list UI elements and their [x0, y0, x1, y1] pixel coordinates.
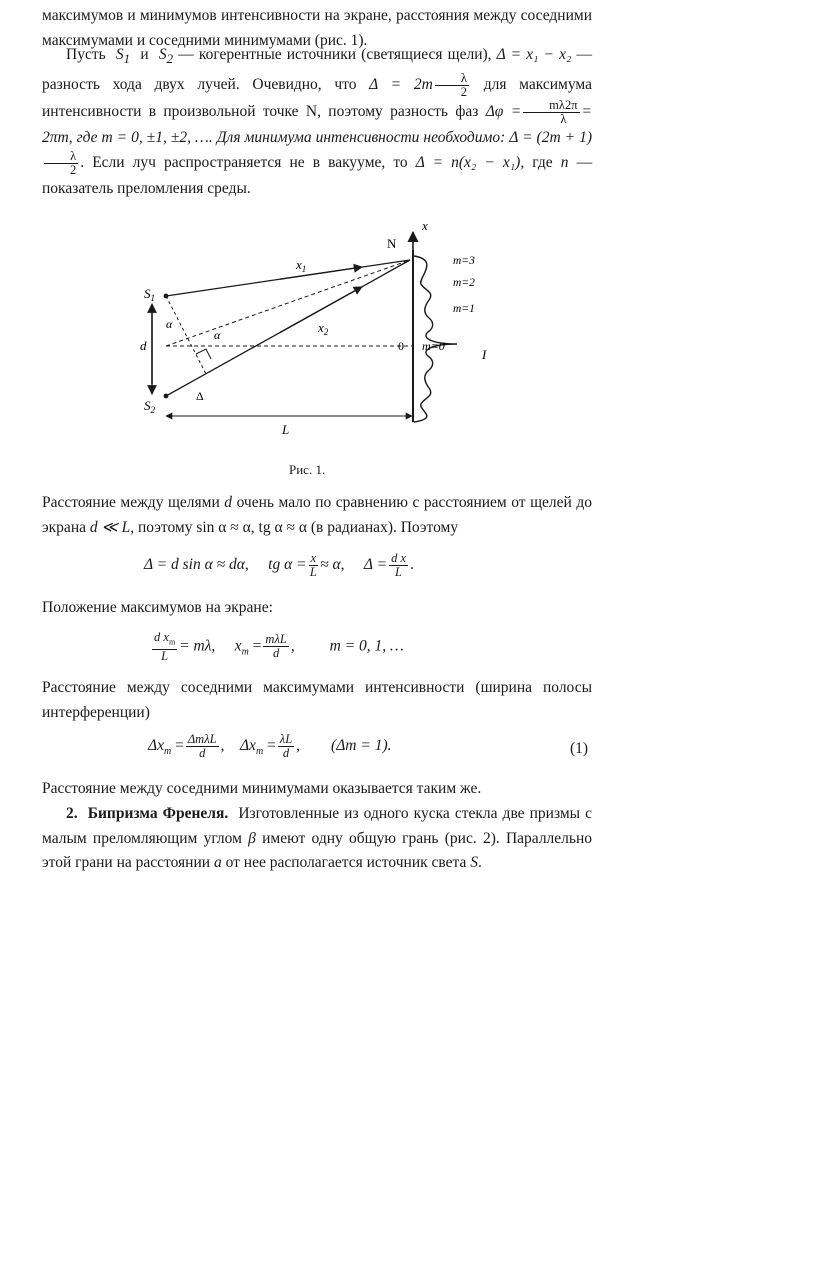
paragraph-fresnel-biprism: 2. Бипризма Френеля. Изготовленные из одного куска стекла две призмы с малым преломляющим углом β имеют одну общую грань (рис. 2). Параллельно этой грани на расстоянии a от нее располагается источник света S.	[42, 805, 593, 871]
equation-maxima: $\frac{d x_m}{L} = m\lambda$, $x_m$ = $\frac{\text{mλL}}{d}$ , m = 0, 1, …	[154, 630, 404, 663]
equation-fringe-spacing: $\Delta x_m$ = $\frac{\text{ΔmλL}}{d}$ , $\Delta x_m$ = $\frac{\lambda L}{d}$ , (Δm = 1).	[148, 732, 392, 760]
label-alpha-1: α	[166, 317, 173, 331]
x-axis-label: x	[422, 218, 428, 233]
label-x2: $x_2$	[318, 320, 329, 337]
label-L: L	[282, 422, 290, 437]
label-zero: 0	[398, 339, 404, 353]
label-m3: m=3	[453, 255, 475, 267]
label-I: I	[482, 347, 487, 362]
figure-interference-diagram	[130, 212, 500, 462]
section-title: Бипризма Френеля.	[87, 805, 229, 822]
label-x1: $x_1$	[296, 257, 307, 274]
paragraph-small-angle: Расстояние между щелями d очень мало по сравнению с расстоянием от щелей до экрана d ≪ L, поэтому sin α ≈ α, tg α ≈ α (в радианах). Поэтому	[42, 494, 592, 536]
label-delta: Δ	[196, 389, 204, 403]
label-m0: m=0	[422, 339, 445, 353]
label-S1: $S_1$	[144, 286, 155, 303]
source-S1-dot	[164, 294, 169, 299]
equation-path-difference: Δ = d sin α ≈ dα, tg α = $\frac{x}{L} \approx \alpha$, Δ = $\frac{\text{d x}}{L}$ .	[144, 551, 414, 579]
label-S2: $S_2$	[144, 398, 155, 415]
source-S2-dot	[164, 394, 169, 399]
figure-caption: Рис. 1.	[289, 462, 326, 477]
right-angle-mark	[196, 349, 211, 359]
paragraph-minima-spacing: Расстояние между соседними минимумами оказывается таким же.	[42, 780, 482, 797]
label-d: d	[140, 338, 147, 353]
mid-ray-dashed	[166, 260, 410, 346]
ray-x1-arrow	[280, 267, 362, 279]
paragraph-maxima-position: Положение максимумов на экране:	[42, 599, 273, 616]
perpendicular-dashed	[166, 296, 206, 374]
equation-number: (1)	[570, 740, 589, 757]
paragraph-intro: максимумов и минимумов интенсивности на экране, расстояния между соседними максимумами и соседними минимумами (рис. 1).	[42, 7, 592, 49]
paragraph-sources: Пусть $S_1$ и $S_2$ — когерентные источники (светящиеся щели), Δ = x₁ − x₂ — разность хода двух лучей. Очевидно, что Δ = 2m $\frac{\lambda}{2}$ для максимума интенсивности в произвольной точке N, поэтому разность фаз Δφ = $\frac{m\lambda 2\pi}{\lambda}$ = 2πm, где m = 0, ±1, ±2, …. Для минимума интенсивности необходимо: Δ = (2m + 1) $\frac{\lambda}{2}$ . Если луч распространяется не в вакууме, то Δ = n(x₂ − x₁), где n — показатель преломления среды.	[42, 46, 593, 198]
label-m2: m=2	[453, 277, 475, 289]
label-alpha-2: α	[214, 328, 221, 342]
point-N-label: N	[387, 236, 397, 251]
paragraph-fringe-width: Расстояние между соседними максимумами интенсивности (ширина полосы интерференции)	[42, 679, 592, 721]
label-m1: m=1	[453, 303, 475, 315]
